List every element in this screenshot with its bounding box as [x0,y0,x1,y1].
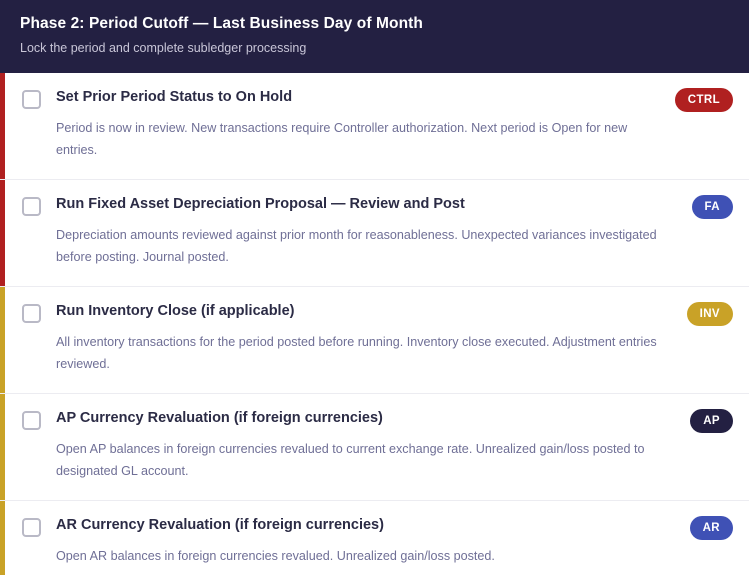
task-row[interactable] [0,394,749,501]
page-subtitle: Lock the period and complete subledger processing [20,41,307,55]
task-checkbox[interactable] [22,304,41,323]
task-description: Depreciation amounts reviewed against prior month for reasonableness. Unexpected variances investigated before posting. Journal posted. [56,228,657,264]
task-row[interactable] [0,287,749,394]
task-accent-bar [0,73,5,179]
task-description: Period is now in review. New transactions require Controller authorization. Next period is Open for new entries. [56,121,628,157]
task-checkbox[interactable] [22,197,41,216]
task-row[interactable] [0,501,749,575]
task-accent-bar [0,180,5,286]
task-content [56,87,675,161]
task-accent-bar [0,287,5,393]
task-row[interactable] [0,73,749,180]
status-badge: INV [687,302,733,326]
task-content [56,408,690,482]
task-checkbox[interactable] [22,518,41,537]
status-badge: AR [690,516,733,540]
task-row[interactable] [0,180,749,287]
task-description: Open AP balances in foreign currencies revalued to current exchange rate. Unrealized gain/loss posted to designated GL account. [56,442,645,478]
phase-header [0,0,749,73]
task-title: AP Currency Revaluation (if foreign currencies) [56,410,383,426]
task-description: Open AR balances in foreign currencies revalued. Unrealized gain/loss posted. [56,549,495,563]
status-badge: FA [692,195,734,219]
task-title: Run Fixed Asset Depreciation Proposal — Review and Post [56,196,465,212]
task-accent-bar [0,394,5,500]
task-checkbox[interactable] [22,411,41,430]
task-list [0,73,749,575]
status-badge: CTRL [675,88,733,112]
task-title: AR Currency Revaluation (if foreign currencies) [56,517,384,533]
task-title: Run Inventory Close (if applicable) [56,303,295,319]
task-content [56,515,690,567]
task-title: Set Prior Period Status to On Hold [56,89,293,105]
task-content [56,194,692,268]
task-accent-bar [0,501,5,575]
task-content [56,301,687,375]
task-checkbox[interactable] [22,90,41,109]
status-badge: AP [690,409,733,433]
task-description: All inventory transactions for the period posted before running. Inventory close executed. Adjustment entries reviewed. [56,335,657,371]
page-title: Phase 2: Period Cutoff — Last Business Day of Month [20,15,423,32]
